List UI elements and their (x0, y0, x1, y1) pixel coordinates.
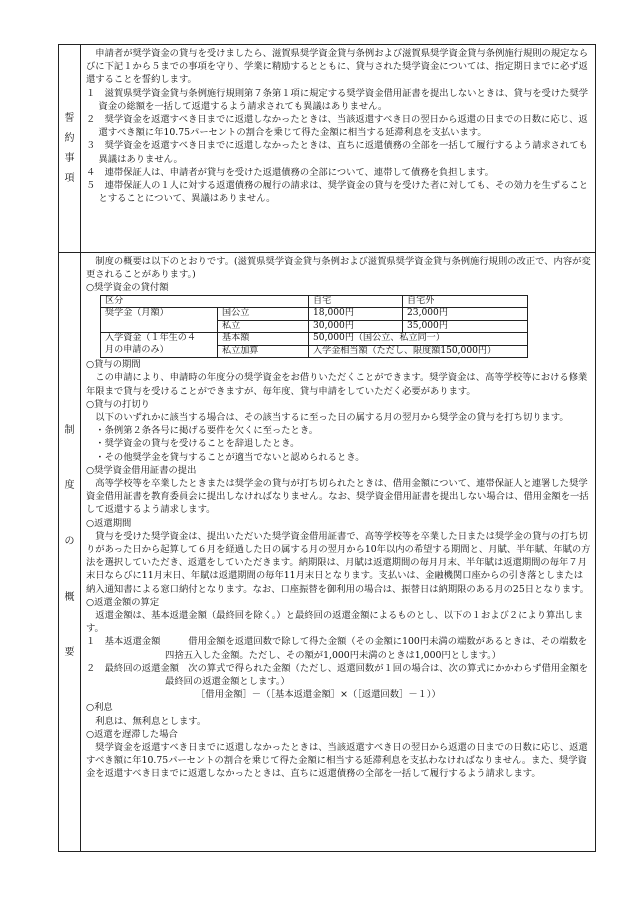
pledge-section (59, 45, 595, 253)
period-text: この申請により、申請時の年度分の奨学資金をお借りいただくことができます。奨学資金は、高等学校等における修業年限まで貸与を受けることができますが、毎年度、貸与申請をしていただく必要があります。 (86, 372, 588, 397)
certificate-text: 高等学校等を卒業したときまたは奨学金の貸与が打ち切られたときは、借用金額について、連帯保証人と連署した奨学資金借用証書を教育委員会に提出しなければなりません。なお、奨学資金借用証書を提出しない場合は、借用金額を一括して返還するよう請求します。 (86, 477, 589, 516)
pledge-item: ２ 奨学資金を返還すべき日までに返還しなかったときは、当該返還すべき日の翌日から返還の日までの日数に応じ、返還すべき額に年10.75パーセントの割合を乗じて得た金額に相当する延滞利息を支払います。 (86, 114, 588, 139)
calc-heading: ○返還金額の算定 (86, 596, 160, 608)
system-content (81, 253, 595, 851)
termination-item: ・条例第２条各号に掲げる要件を欠くに至ったとき。 (95, 425, 319, 437)
period-heading: ○貸与の期間 (86, 359, 141, 371)
certificate-heading: ○奨学資金借用証書の提出 (86, 464, 197, 476)
label-char: 概 (64, 591, 75, 603)
document-frame (58, 44, 596, 852)
calc-item-basic: １ 基本返還金額 借用金額を返還回数で除して得た金額（その金額に100円未満の端数があるときは、その端数を四捨五入した金額。ただし、その額が1,000円未満のときは1,000円とします。） (86, 636, 588, 661)
loan-amount-table (100, 295, 528, 359)
termination-item: ・奨学資金の貸与を受けることを辞退したとき。 (95, 438, 300, 450)
label-char: 約 (64, 132, 75, 144)
termination-heading: ○貸与の打切り (86, 398, 150, 410)
calc-item-final: ２ 最終回の返還金額 次の算式で得られた金額（ただし、返還回数が１回の場合は、次の算式にかかわらず借用金額を最終回の返還金額とします。） (86, 662, 589, 687)
termination-item: ・その他奨学金を貸与することが適当でないと認められるとき。 (95, 451, 365, 463)
delay-heading: ○返還を遅滞した場合 (86, 728, 178, 740)
pledge-item: １ 滋賀県奨学資金貸与条例施行規則第７条第１項に規定する奨学資金借用証書を提出しないときは、貸与を受けた奨学資金の総額を一括して返還するよう請求されても異議はありません。 (86, 87, 589, 112)
interest-text: 利息は、無利息とします。 (95, 715, 207, 727)
table-cell-private-add-value: 入学金相当額（ただし、限度額150,000円） (309, 345, 528, 358)
table-row (101, 333, 528, 346)
table-cell-private: 私立 (218, 320, 309, 333)
table-header-away: 自宅外 (403, 295, 528, 308)
label-char: 度 (64, 480, 75, 492)
system-section (59, 253, 595, 851)
table-cell-private-away: 35,000円 (403, 320, 528, 333)
table-cell-private-add: 私立加算 (218, 345, 309, 358)
loan-heading: ○奨学資金の貸付額 (86, 282, 169, 294)
table-cell-basic-value: 50,000円（国公立、私立同一） (309, 333, 528, 346)
label-char: 要 (64, 647, 75, 659)
table-cell-entrance (101, 333, 218, 358)
entrance-line-1: 入学資金（１年生の４ (105, 333, 196, 344)
pledge-content (81, 45, 595, 252)
pledge-item: ４ 連帯保証人は、申請者が貸与を受けた返還債務の全部について、連帯して債務を負担します。 (86, 166, 494, 178)
system-intro: 制度の概要は以下のとおりです。(滋賀県奨学資金貸与条例および滋賀県奨学資金貸与条例施行規則の改正で、内容が変更されることがあります。) (86, 256, 591, 281)
system-label (59, 253, 81, 851)
calc-text: 返還金額は、基本返還金額（最終回を除く。）と最終回の返還金額によるものとし、以下の１および２により算出します。 (86, 609, 584, 635)
termination-text: 以下のいずれかに該当する場合は、その該当するに至った日の属する月の翌月から奨学金の貸与を打ち切ります。 (95, 411, 569, 423)
table-cell-scholarship: 奨学金（月額） (101, 308, 218, 333)
pledge-intro: 申請者が奨学資金の貸与を受けましたら、滋賀県奨学資金貸与条例および滋賀県奨学資金貸与条例施行規則の規定ならびに下記１から５までの事項を守り、学業に精励するとともに、貸与された奨学資金については、指定期日までに必ず返還することを誓約します。 (86, 48, 589, 86)
label-char: 制 (64, 424, 75, 436)
label-char: の (64, 535, 75, 547)
label-char: 事 (64, 152, 75, 164)
pledge-item: ５ 連帯保証人の１人に対する返還債務の履行の請求は、奨学資金の貸与を受けた者に対しても、その効力を生ずることとすることについて、異議はありません。 (86, 180, 589, 205)
table-row (101, 295, 528, 308)
label-char: 項 (64, 172, 75, 184)
table-cell-public: 国公立 (218, 308, 309, 321)
interest-heading: ○利息 (86, 702, 113, 714)
table-cell-public-home: 18,000円 (309, 308, 403, 321)
entrance-line-2: 月の申請のみ） (105, 344, 169, 355)
pledge-label (59, 45, 81, 252)
table-header-category: 区分 (101, 295, 309, 308)
repay-period-heading: ○返還期間 (86, 517, 132, 529)
table-cell-public-away: 23,000円 (403, 308, 528, 321)
table-cell-private-home: 30,000円 (309, 320, 403, 333)
delay-text: 奨学資金を返還すべき日までに返還しなかったときは、当該返還すべき日の翌日から返還の日までの日数に応じ、返還すべき額に年10.75パーセントの割合を乗じて得た金額に相当する延滞利息を支払わなければなりません。また、奨学資金を返還すべき日までに返還しなかったときは、直ちに返還債務の全部を一括して履行するよう請求します。 (86, 742, 588, 780)
label-char: 誓 (64, 112, 75, 124)
table-cell-basic: 基本額 (218, 333, 309, 346)
pledge-item: ３ 奨学資金を返還すべき日までに返還しなかったときは、直ちに返還債務の全部を一括して履行するよう請求されても異議はありません。 (86, 140, 588, 165)
table-row (101, 308, 528, 321)
table-header-home: 自宅 (309, 295, 403, 308)
calc-formula: ［借用金額］－（［基本返還金額］×（［返還回数］－１）） (196, 689, 441, 701)
repay-period-text: 貸与を受けた奨学資金は、提出いただいた奨学資金借用証書で、高等学校等を卒業した日または奨学金の貸与の打ち切りがあった日から起算して６月を経過した日の属する月の翌月から10年以内の希望する期間と、月賦、半年賦、年賦の方法を選択していただき、返還をしていただきます。納期限は、月賦は返還期間の毎月月末、半年賦は返還期間の毎年７月末日ならびに11月末日、年賦は返還期間の毎年11月末日となります。支払いは、金融機関口座からの引き落としまたは納入通知書による窓口納付となります。なお、口座振替を御利用の場合は、振替日は納期限のある月の25日となります。 (86, 530, 591, 595)
